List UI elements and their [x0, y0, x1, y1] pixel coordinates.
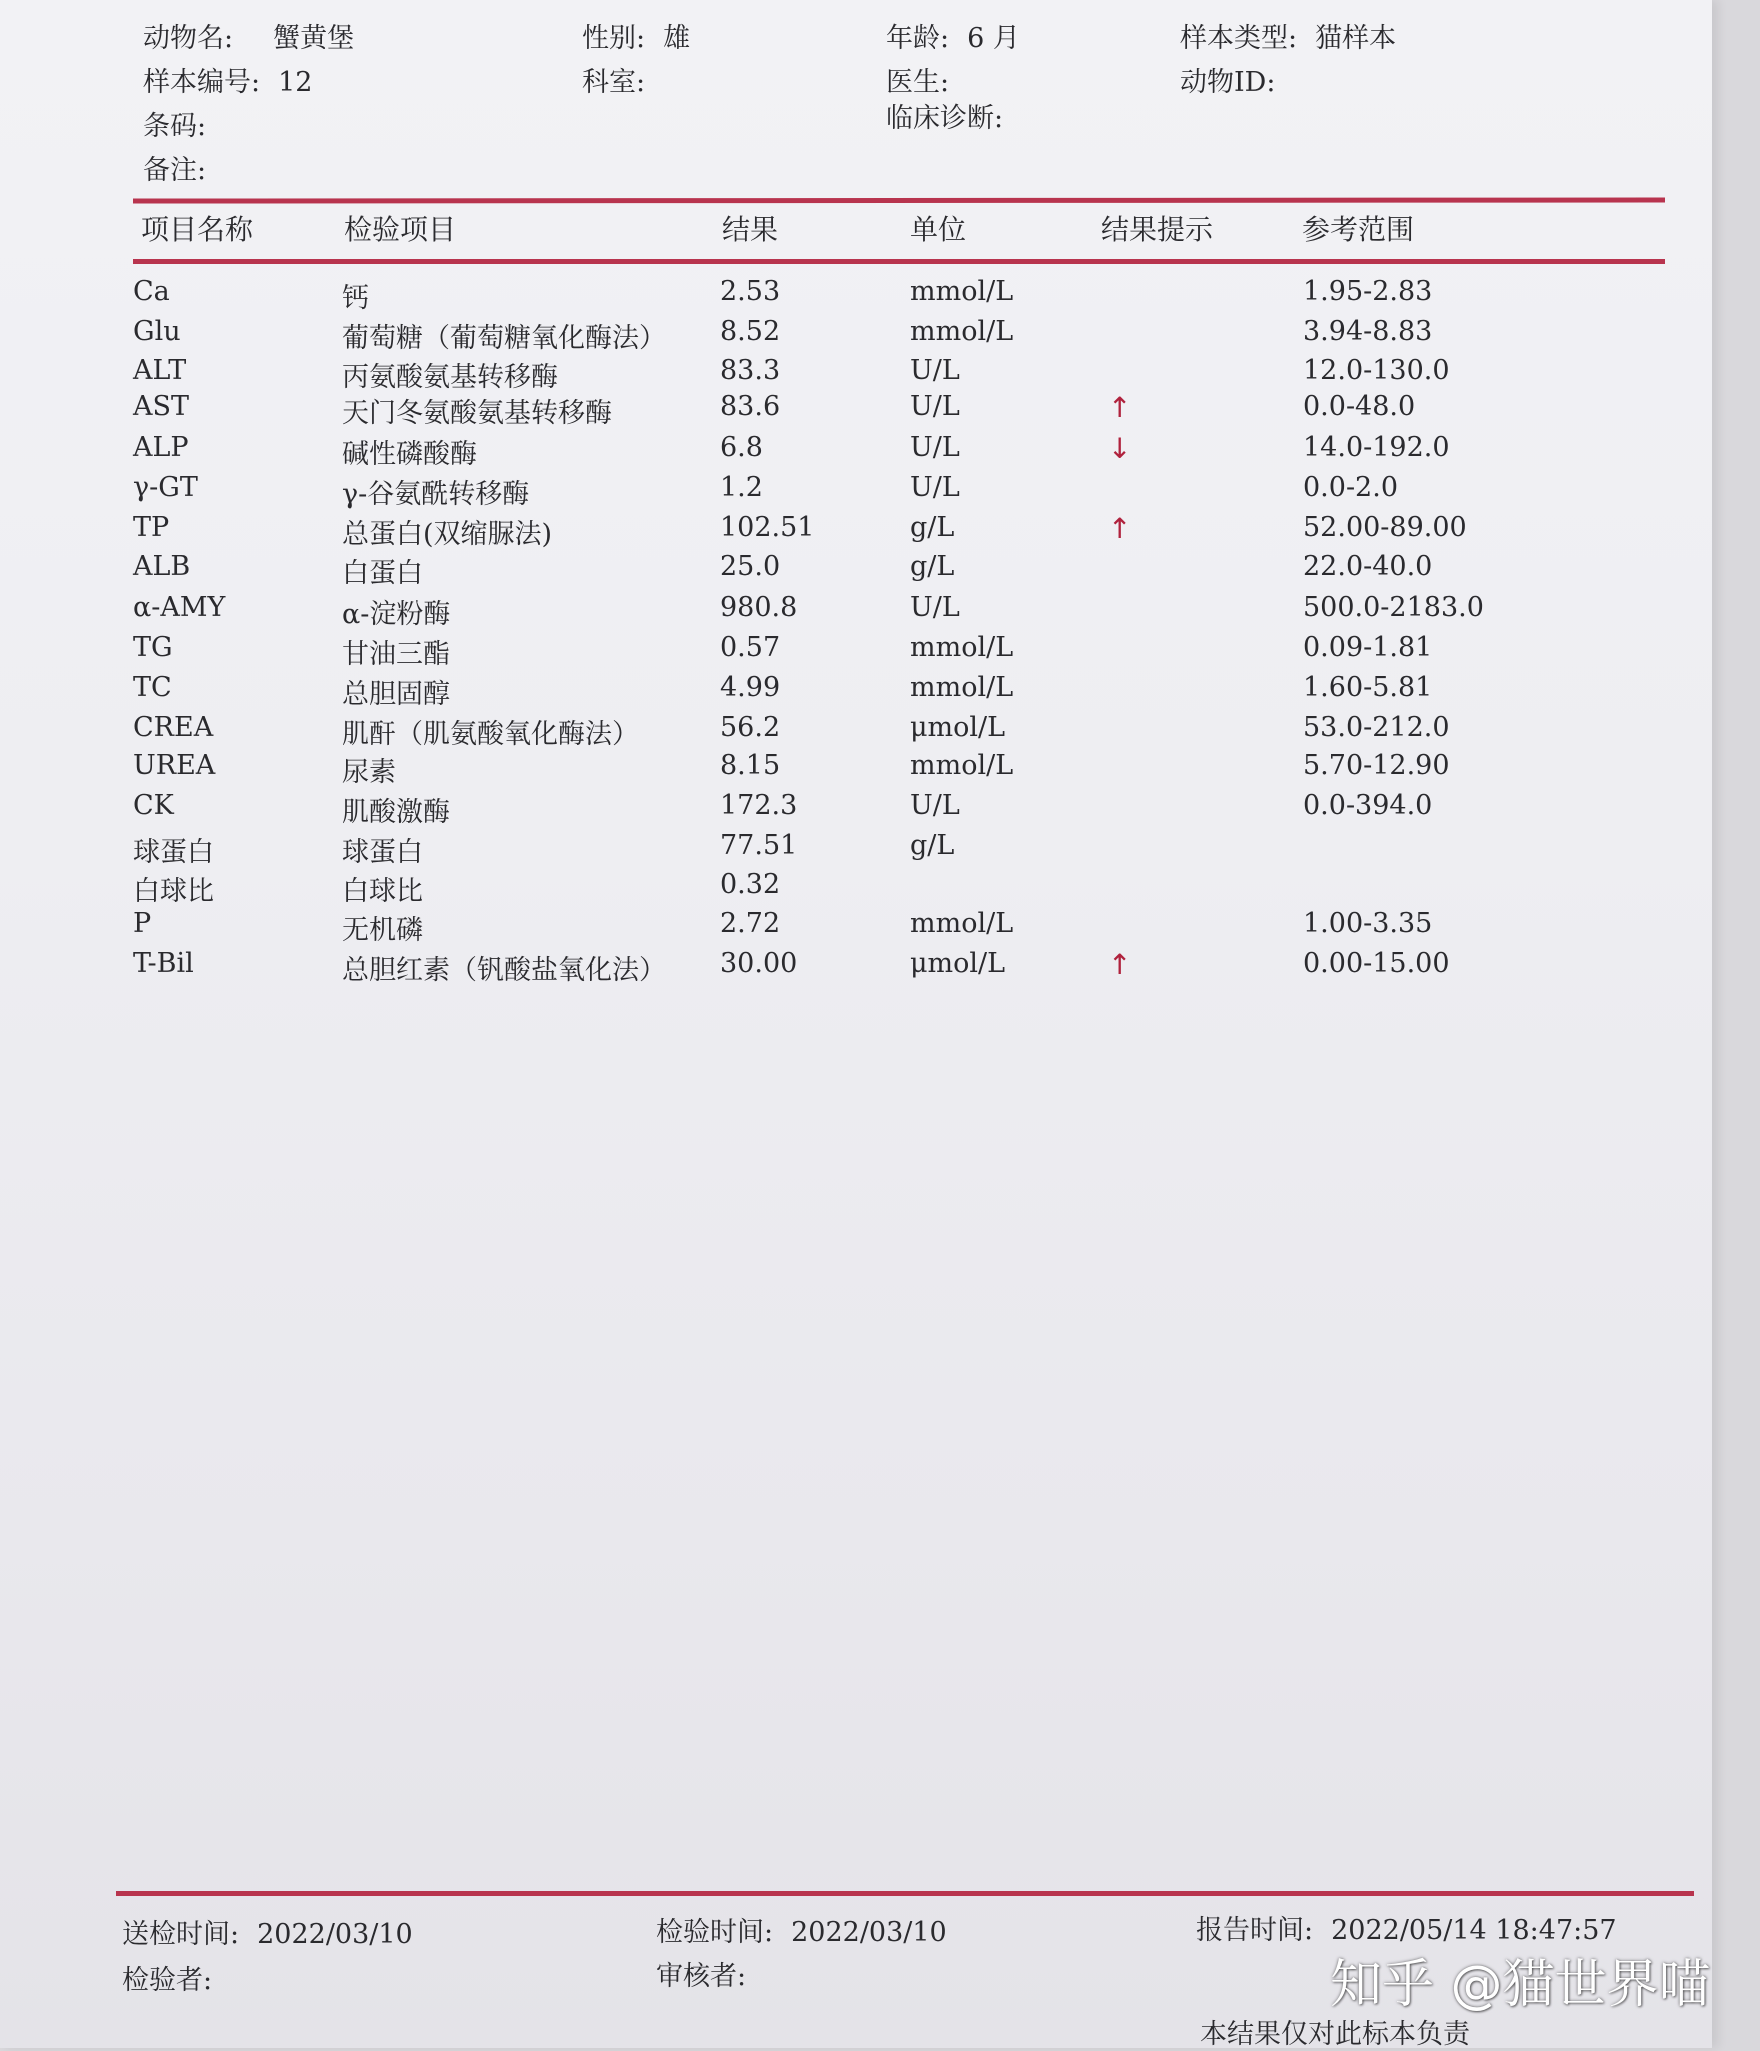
submit-time-value: 2022/03/10 — [257, 1919, 413, 1950]
result-value-cell: 980.8 — [720, 592, 798, 623]
unit-cell: g/L — [910, 512, 955, 543]
table-row — [0, 672, 1712, 712]
reference-range-cell: 14.0-192.0 — [1303, 432, 1450, 463]
table-row — [0, 592, 1712, 632]
animal-name-label: 动物名: — [143, 23, 234, 54]
item-name-cell: 碱性磷酸酶 — [342, 439, 477, 470]
item-name-cell: 天门冬氨酸氨基转移酶 — [342, 398, 612, 429]
animal-id-field — [1180, 60, 1275, 99]
col-header-name: 检验项目 — [344, 213, 457, 246]
reference-range-cell: 1.60-5.81 — [1303, 672, 1433, 703]
col-header-unit: 单位 — [910, 213, 967, 246]
result-value-cell: 0.57 — [720, 632, 781, 663]
item-name-cell: 丙氨酸氨基转移酶 — [342, 362, 558, 393]
item-name-cell: 葡萄糖（葡萄糖氧化酶法） — [342, 323, 666, 354]
table-row — [0, 551, 1712, 591]
table-row — [0, 632, 1712, 672]
table-row — [0, 276, 1712, 316]
item-name-cell: 白蛋白 — [342, 558, 423, 589]
sample-type-label: 样本类型: — [1180, 23, 1298, 54]
table-row — [0, 750, 1712, 790]
result-value-cell: 172.3 — [720, 790, 798, 821]
sex-label: 性别: — [582, 23, 646, 54]
result-value-cell: 8.15 — [720, 750, 781, 781]
table-row — [0, 512, 1712, 552]
item-code-cell: CREA — [133, 712, 214, 743]
table-row — [0, 355, 1712, 395]
submit-time-label: 送检时间: — [122, 1919, 240, 1950]
sex-value: 雄 — [663, 23, 691, 54]
result-value-cell: 6.8 — [720, 432, 763, 463]
result-value-cell: 8.52 — [720, 316, 781, 347]
barcode-field — [143, 104, 206, 143]
table-row — [0, 869, 1712, 909]
item-code-cell: CK — [133, 790, 174, 821]
item-code-cell: Ca — [133, 276, 170, 307]
unit-cell: U/L — [910, 391, 960, 422]
item-name-cell: γ-谷氨酰转移酶 — [342, 479, 530, 510]
item-name-cell: 肌酐（肌氨酸氧化酶法） — [342, 719, 639, 750]
reference-range-cell: 22.0-40.0 — [1303, 551, 1433, 582]
age-field — [886, 16, 1020, 55]
animal-id-label: 动物ID: — [1180, 67, 1276, 98]
col-header-result: 结果 — [722, 213, 779, 246]
diagnosis-label: 临床诊断: — [886, 103, 1004, 134]
result-value-cell: 30.00 — [720, 948, 798, 979]
item-name-cell: 尿素 — [342, 757, 396, 788]
doctor-field — [886, 60, 949, 99]
submit-time-field — [122, 1912, 413, 1951]
item-code-cell: Glu — [133, 316, 181, 347]
age-value: 6 月 — [967, 23, 1020, 54]
reference-range-cell: 53.0-212.0 — [1303, 712, 1450, 743]
item-name-cell: 总胆红素（钒酸盐氧化法） — [342, 955, 666, 986]
item-name-cell: α-淀粉酶 — [342, 599, 451, 630]
unit-cell: mmol/L — [910, 908, 1014, 939]
unit-cell: μmol/L — [910, 712, 1006, 743]
item-code-cell: TP — [133, 512, 170, 543]
result-flag-cell: ↑ — [1108, 391, 1132, 424]
sample-no-value: 12 — [278, 67, 313, 98]
result-value-cell: 25.0 — [720, 551, 781, 582]
result-value-cell: 2.72 — [720, 908, 781, 939]
doctor-label: 医生: — [886, 67, 950, 98]
reference-range-cell: 0.0-394.0 — [1303, 790, 1433, 821]
table-row — [0, 432, 1712, 472]
zhihu-watermark: 知乎 @猫世界喵 — [1330, 1955, 1711, 2015]
item-name-cell: 球蛋白 — [342, 837, 423, 868]
reference-range-cell: 1.95-2.83 — [1303, 276, 1433, 307]
result-value-cell: 56.2 — [720, 712, 781, 743]
item-code-cell: ALP — [133, 432, 189, 463]
unit-cell: mmol/L — [910, 632, 1014, 663]
result-value-cell: 1.2 — [720, 472, 763, 503]
test-time-value: 2022/03/10 — [791, 1917, 947, 1948]
item-name-cell: 甘油三酯 — [342, 639, 450, 670]
table-row — [0, 472, 1712, 512]
table-header-rule — [133, 259, 1665, 264]
item-code-cell: P — [133, 908, 152, 939]
animal-name-field — [143, 16, 354, 55]
item-code-cell: TG — [133, 632, 173, 663]
unit-cell: g/L — [910, 551, 955, 582]
report-time-value: 2022/05/14 18:47:57 — [1331, 1915, 1617, 1946]
unit-cell: U/L — [910, 472, 960, 503]
report-time-label: 报告时间: — [1196, 1915, 1314, 1946]
remarks-field — [143, 148, 206, 187]
reference-range-cell: 0.0-2.0 — [1303, 472, 1399, 503]
reviewer-label: 审核者: — [656, 1961, 747, 1992]
tester-field — [122, 1958, 212, 1997]
unit-cell: U/L — [910, 790, 960, 821]
result-value-cell: 4.99 — [720, 672, 781, 703]
item-code-cell: γ-GT — [133, 472, 198, 503]
reference-range-cell: 52.00-89.00 — [1303, 512, 1467, 543]
reference-range-cell: 1.00-3.35 — [1303, 908, 1433, 939]
sample-type-field — [1180, 16, 1396, 55]
unit-cell: mmol/L — [910, 750, 1014, 781]
item-code-cell: 白球比 — [133, 876, 214, 907]
reference-range-cell: 3.94-8.83 — [1303, 316, 1433, 347]
item-code-cell: ALT — [133, 355, 187, 386]
table-row — [0, 391, 1712, 431]
col-header-ref: 参考范围 — [1302, 213, 1415, 246]
sample-no-field — [143, 60, 312, 99]
unit-cell: U/L — [910, 355, 960, 386]
table-row — [0, 908, 1712, 948]
result-value-cell: 2.53 — [720, 276, 781, 307]
item-name-cell: 肌酸激酶 — [342, 797, 450, 828]
result-flag-cell: ↑ — [1108, 948, 1132, 981]
item-name-cell: 无机磷 — [342, 915, 423, 946]
result-flag-cell: ↓ — [1108, 432, 1132, 465]
item-code-cell: α-AMY — [133, 592, 226, 623]
result-value-cell: 83.6 — [720, 391, 781, 422]
remarks-label: 备注: — [143, 155, 207, 186]
table-top-rule — [133, 197, 1665, 203]
result-value-cell: 77.51 — [720, 830, 798, 861]
unit-cell: μmol/L — [910, 948, 1006, 979]
result-value-cell: 83.3 — [720, 355, 781, 386]
result-value-cell: 0.32 — [720, 869, 781, 900]
test-time-label: 检验时间: — [656, 1917, 774, 1948]
unit-cell: mmol/L — [910, 672, 1014, 703]
reference-range-cell: 12.0-130.0 — [1303, 355, 1450, 386]
result-flag-cell: ↑ — [1108, 512, 1132, 545]
col-header-flag: 结果提示 — [1101, 213, 1214, 246]
table-row — [0, 830, 1712, 870]
footer-rule — [116, 1891, 1694, 1896]
reference-range-cell: 0.00-15.00 — [1303, 948, 1450, 979]
animal-name-value: 蟹黄堡 — [273, 23, 355, 54]
disclaimer-text: 本结果仅对此标本负责 — [1200, 2019, 1470, 2050]
sex-field — [582, 16, 690, 55]
table-row — [0, 712, 1712, 752]
item-code-cell: UREA — [133, 750, 216, 781]
tester-label: 检验者: — [122, 1965, 213, 1996]
item-name-cell: 白球比 — [342, 876, 423, 907]
reference-range-cell: 0.09-1.81 — [1303, 632, 1433, 663]
test-time-field — [656, 1910, 947, 1949]
item-code-cell: AST — [133, 391, 190, 422]
item-code-cell: T-Bil — [133, 948, 194, 979]
age-label: 年龄: — [886, 23, 950, 54]
table-row — [0, 948, 1712, 988]
reference-range-cell: 0.0-48.0 — [1303, 391, 1416, 422]
unit-cell: mmol/L — [910, 276, 1014, 307]
result-value-cell: 102.51 — [720, 512, 815, 543]
table-row — [0, 790, 1712, 830]
sample-no-label: 样本编号: — [143, 67, 261, 98]
col-header-code: 项目名称 — [141, 213, 254, 246]
diagnosis-field — [886, 96, 1003, 135]
unit-cell: U/L — [910, 592, 960, 623]
unit-cell: mmol/L — [910, 316, 1014, 347]
table-row — [0, 316, 1712, 356]
item-code-cell: TC — [133, 672, 172, 703]
reference-range-cell: 5.70-12.90 — [1303, 750, 1450, 781]
item-code-cell: ALB — [133, 551, 191, 582]
item-name-cell: 总蛋白(双缩脲法) — [342, 519, 553, 550]
sample-type-value: 猫样本 — [1315, 23, 1397, 54]
barcode-label: 条码: — [143, 111, 207, 142]
item-code-cell: 球蛋白 — [133, 837, 214, 868]
department-label: 科室: — [582, 67, 646, 98]
item-name-cell: 总胆固醇 — [342, 679, 450, 710]
unit-cell: g/L — [910, 830, 955, 861]
item-name-cell: 钙 — [342, 283, 369, 314]
reference-range-cell: 500.0-2183.0 — [1303, 592, 1484, 623]
reviewer-field — [656, 1954, 746, 1993]
department-field — [582, 60, 645, 99]
unit-cell: U/L — [910, 432, 960, 463]
